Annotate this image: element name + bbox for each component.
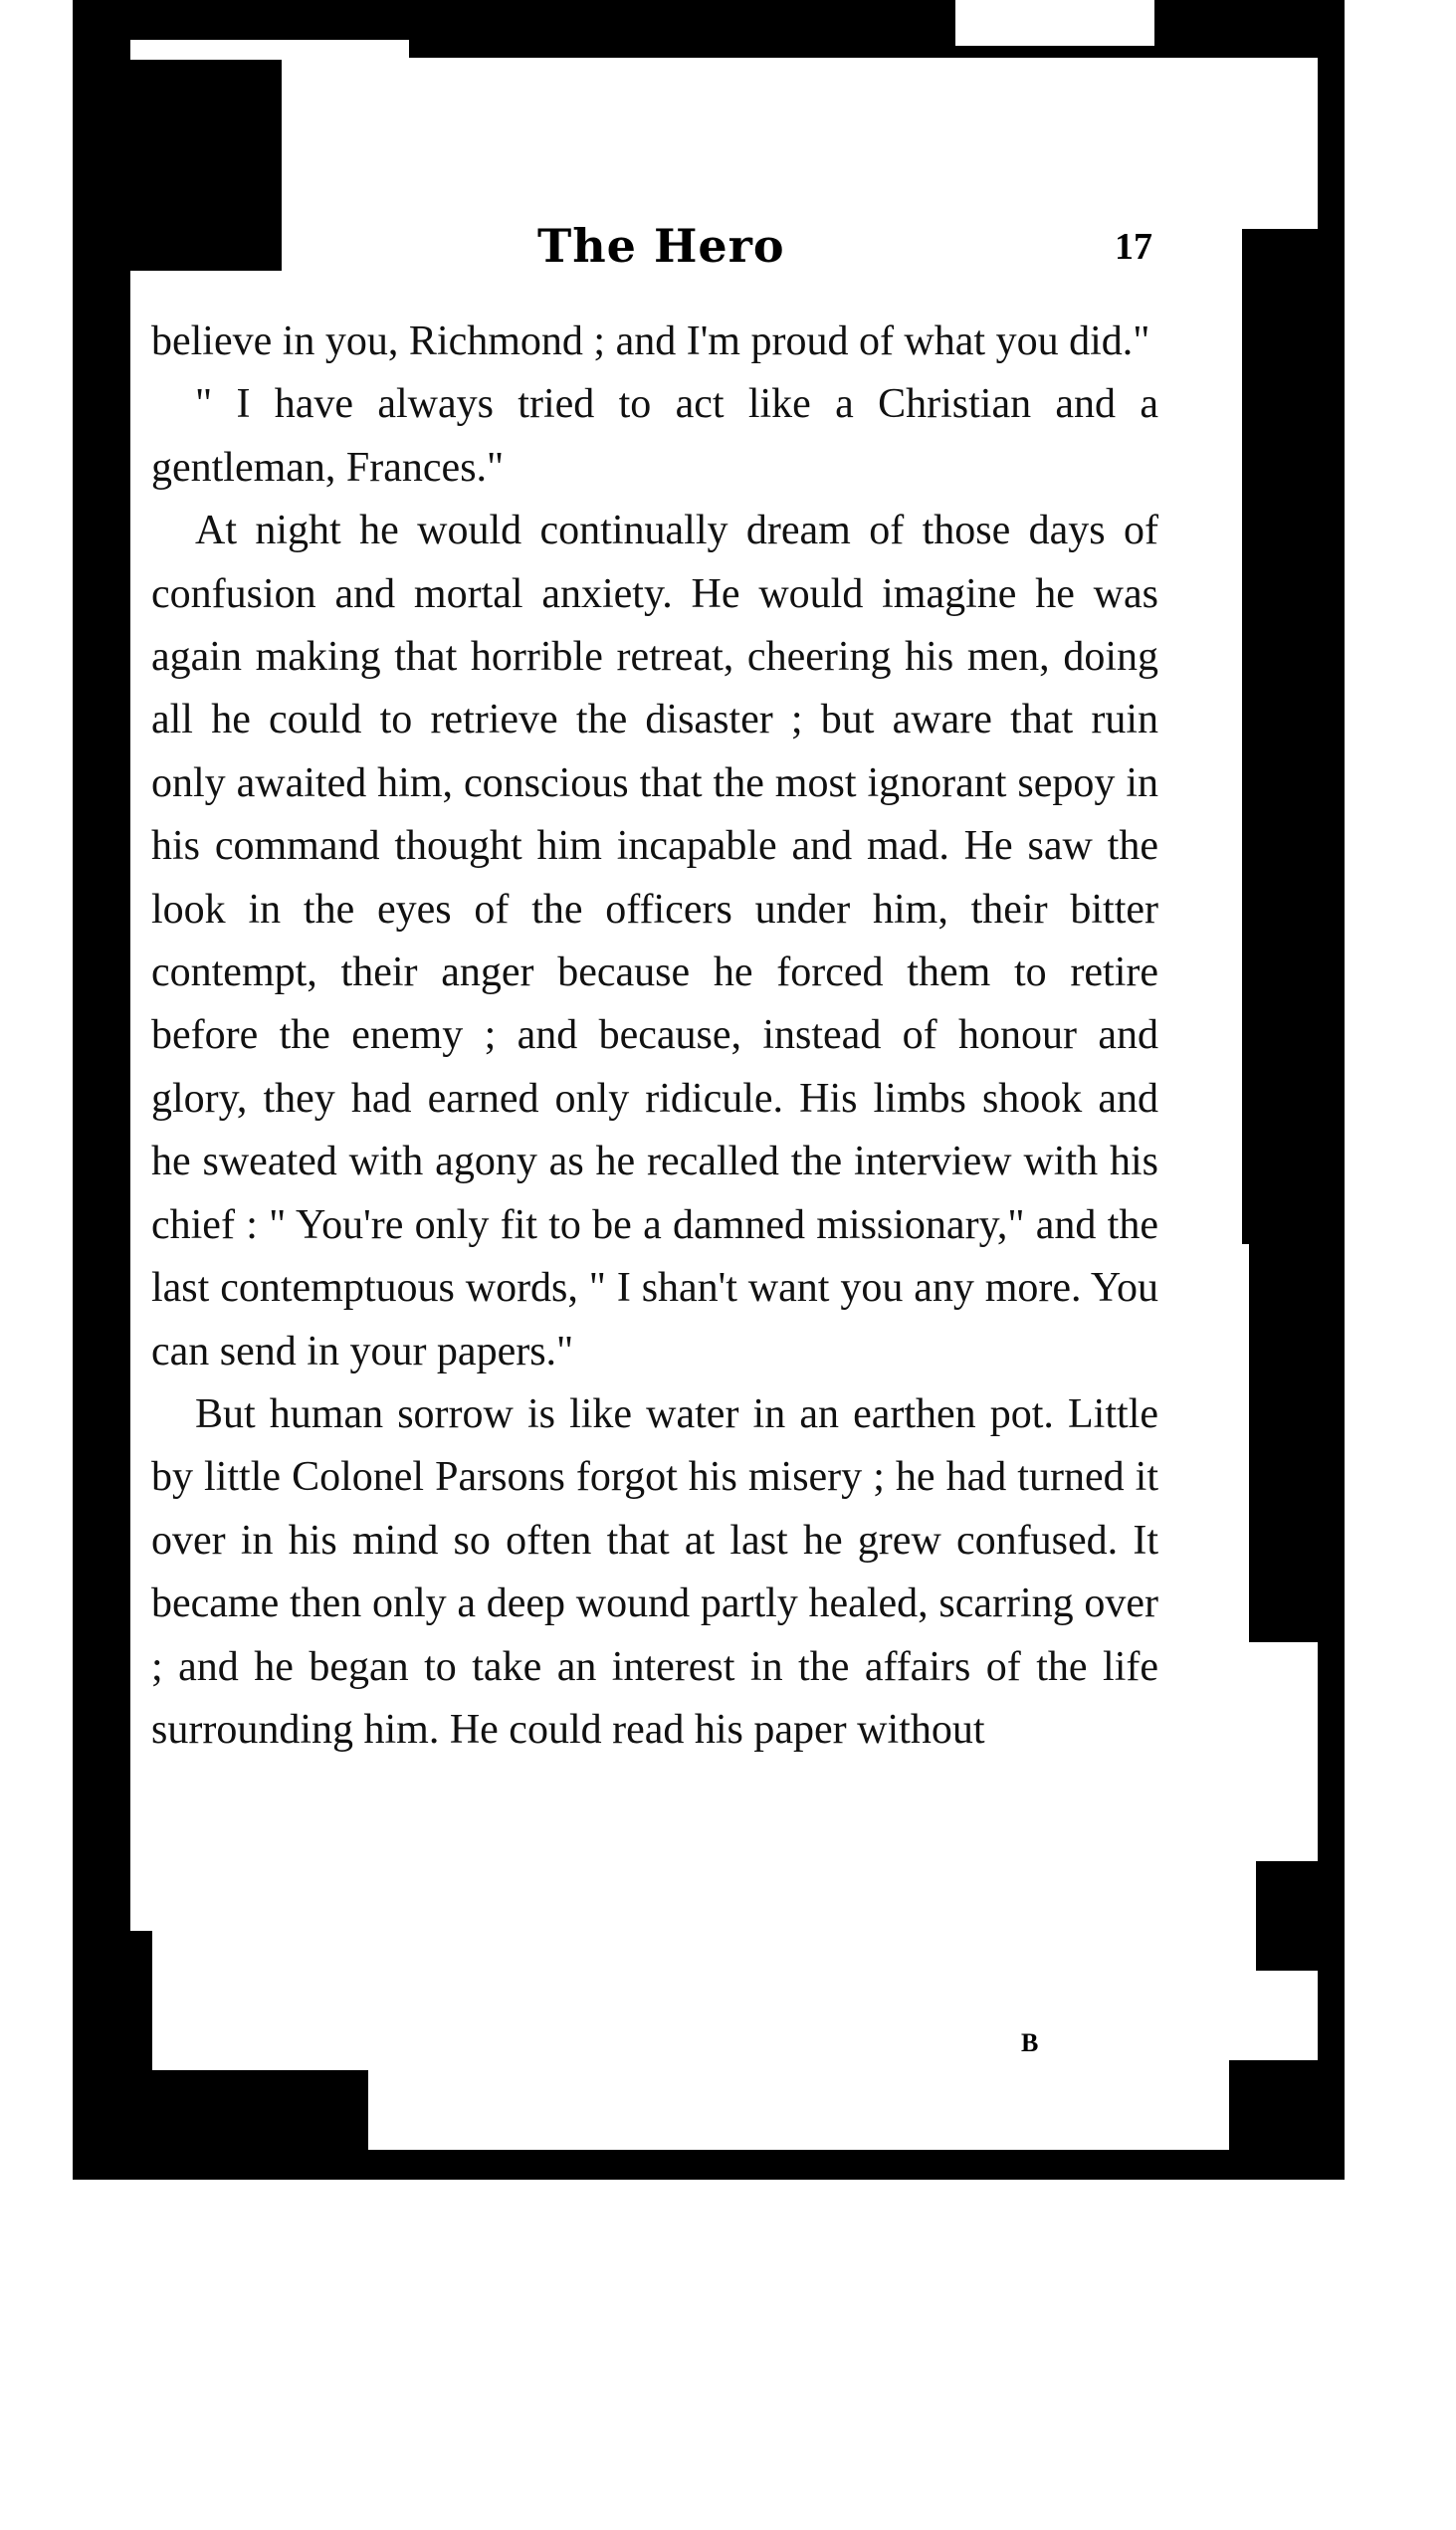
- paragraph: At night he would continually dream of those days of confusion and mortal anxiety. He would imagine he was again making that horrible retreat, cheering his men, doing all he could to retrieve the disaster ; but aware that ruin only awaited him, conscious that the most ignorant sepoy in his command thought him incapable and mad. He saw the look in the eyes of the officers under him, their bitter contempt, their anger because he forced them to retire before the enemy ; and because, instead of honour and glory, they had earned only ridicule. His limbs shook and he sweated with agony as he recalled the interview with his chief : " You're only fit to be a damned missionary," and the last contemptuous words, " I shan't want you any more. You can send in your papers.": [151, 508, 1158, 1374]
- scan-artifact: [1229, 2060, 1319, 2155]
- page-number: 17: [1115, 226, 1152, 268]
- paragraph: But human sorrow is like water in an earthen pot. Little by little Colonel Parsons forgot his misery ; he had turned it over in his mind so often that at last he grew confused. It became then only a deep wound partly healed, scarring over ; and he began to take an interest in the affairs of the life surrounding him. He could read his paper without: [151, 1390, 1158, 1753]
- signature-mark: B: [1021, 2028, 1039, 2057]
- scan-artifact: [73, 428, 122, 518]
- paragraph: believe in you, Richmond ; and I'm proud of what you did.": [151, 318, 1150, 364]
- running-title: The Hero: [537, 219, 785, 273]
- scan-artifact: [73, 806, 128, 1025]
- paragraph: " I have always tried to act like a Christian and a gentleman, Frances.": [151, 381, 1158, 491]
- scan-artifact: [73, 1483, 128, 1707]
- scan-artifact: [139, 2070, 368, 2160]
- scan-artifact: [1256, 1861, 1318, 1971]
- scan-artifact: [73, 577, 122, 687]
- scan-artifact: [1249, 1244, 1319, 1642]
- scan-artifact: [73, 60, 282, 271]
- scan-artifact: [955, 0, 1154, 46]
- scan-artifact: [73, 1179, 128, 1329]
- body-text: [151, 311, 1158, 1762]
- scan-artifact: [1242, 229, 1322, 1244]
